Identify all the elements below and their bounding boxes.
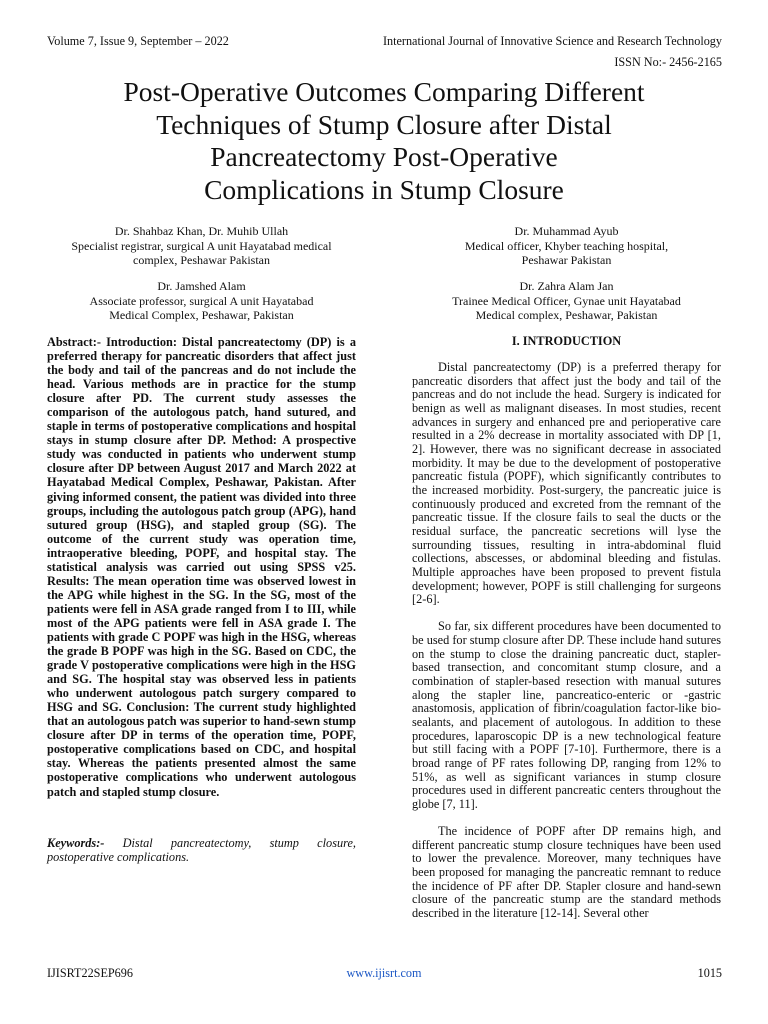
body-paragraph: Distal pancreatectomy (DP) is a preferred therapy for pancreatic disorders that affect just the body and tail of the pancreas and do not include the head. Surgery is indicated for benign as well as malignant diseases. In most studies, recent advances in surgery and enhanced pre and perioperative care resulted in a 2% decrease in mortality associated with DP [1, 2]. However, there was no significant decrease in associated morbidity. It may be due to the development of postoperative pancreatic fistula (POPF), which significantly contributes to the increased morbidity. Post-surgery, the pancreatic juice is continuously produced and excreted from the remnant of the pancreatic tissue. If the closure fails to seal the ducts or the residual surface, the pancreatic secretions will lyse the surrounding tissues, resulting in intra-abdominal fluid collections, abscesses, or abdominal bleeding and fistulas. Multiple approaches have been proposed to prevent fistula development; however, POPF is still challenging for surgeons [2-6]. [412,360,721,607]
author-affiliation: Medical officer, Khyber teaching hospital, [464,238,669,253]
paper-title [40,76,728,206]
introduction-body [412,361,721,934]
journal-url-link[interactable]: www.ijisrt.com [346,966,422,980]
author-block [47,279,356,323]
keywords [47,836,356,864]
issn: ISSN No:- 2456-2165 [614,55,722,69]
body-paragraph: So far, six different procedures have been documented to be used for stump closure after DP. These include hand sutures on the stump to close the draining pancreatic duct, stapler-based transection, and concomitant stump closure, and a combination of stapler-based resection with manual sutures along the stapler line, pancreatico-enteric or -gastric anastomosis, application of fibrin/coagulation factor-like bio-sealants, and placement of autologous. In addition to these procedures, laparoscopic DP is a new technological feature but still facing with a POPF [7-10]. Furthermore, there is a broad range of PF rates following DP, ranging from 12% to 51%, as well as significant variances in stump closure procedures used in different pancreatic centers throughout the globe [7, 11]. [412,619,721,811]
title-line: Techniques of Stump Closure after Distal [156,108,612,140]
volume-info: Volume 7, Issue 9, September – 2022 [47,34,229,48]
author-affiliation: Associate professor, surgical A unit Hayatabad [89,293,314,308]
author-name: Dr. Shahbaz Khan, Dr. Muhib Ullah [114,224,289,238]
author-name: Dr. Jamshed Alam [157,279,246,293]
author-block [412,224,721,268]
author-name: Dr. Muhammad Ayub [514,224,619,238]
journal-name: International Journal of Innovative Science and Research Technology [382,34,722,48]
keywords-text: Distal pancreatectomy, stump closure, postoperative complications. [47,836,356,865]
title-line: Post-Operative Outcomes Comparing Different [123,76,645,107]
author-affiliation: Specialist registrar, surgical A unit Hayatabad medical [71,238,332,253]
paper-id: IJISRT22SEP696 [47,966,133,980]
title-line: Complications in Stump Closure [204,173,564,205]
page-number: 1015 [697,966,722,980]
title-line: Pancreatectomy Post-Operative [210,141,558,172]
author-affiliation: Peshawar Pakistan [521,253,612,267]
author-affiliation: Medical Complex, Peshawar, Pakistan [109,308,294,322]
author-block [412,279,721,323]
author-affiliation: complex, Peshawar Pakistan [133,253,270,267]
section-heading: I. INTRODUCTION [511,334,622,348]
author-name: Dr. Zahra Alam Jan [519,279,614,293]
author-affiliation: Trainee Medical Officer, Gynae unit Hayatabad [452,293,681,308]
body-paragraph: The incidence of POPF after DP remains high, and different pancreatic stump closure techniques have been used to lower the prevalence. Moreover, many techniques have been proposed for managing the pancreatic remnant to reduce the incidence of PF after DP. Stapler closure and hand-sewn closure of the pancreatic stump are the standard methods described in the literature [12-14]. Several other [412,824,721,920]
keywords-label: Keywords:- [47,836,105,850]
abstract: Abstract:- Introduction: Distal pancreatectomy (DP) is a preferred therapy for pancreatic disorders that affect just the body and tail of the pancreas and do not include the head. Various methods are in practice for the stump closure after PD. The current study assesses the comparison of the autologous patch, hand sutured, and staple in terms of postoperative complications and hospital stays in stump closure after DP. Method: A prospective study was conducted in patients who underwent stump closure after DP between August 2017 and March 2022 at Hayatabad Medical Complex, Peshawar, Pakistan. After giving informed consent, the patient was divided into three groups, including the autologous patch group (APG), hand sutured group (HSG), and stapled group (SG). The outcome of the current study was operation time, intraoperative bleeding, POPF, and hospital stay. The statistical analysis was carried out using SPSS v25. Results: The mean operation time was observed lowest in the APG while highest in the SG. In the SG, most of the patients were fell in ASA grade ranged from I to III, while most of the APG patients were fell in ASA grade I. The patients with grade C POPF was high in the HSG, whereas the grade B POPF was high in the SG. Based on CDC, the grade V postoperative complications were high in the HSG and SG. The hospital stay was observed less in patients who underwent autologous patch surgery compared to HSG and SG. Conclusion: The current study highlighted that an autologous patch was superior to hand-sewn stump closure after DP in terms of the operation time, POPF, postoperative complications based on CDC, and hospital stay. Whereas the patients presented almost the same postoperative complications who underwent autologous patch and stapled stump closure. [47,335,356,799]
author-affiliation: Medical complex, Peshawar, Pakistan [475,308,658,322]
author-block [47,224,356,268]
